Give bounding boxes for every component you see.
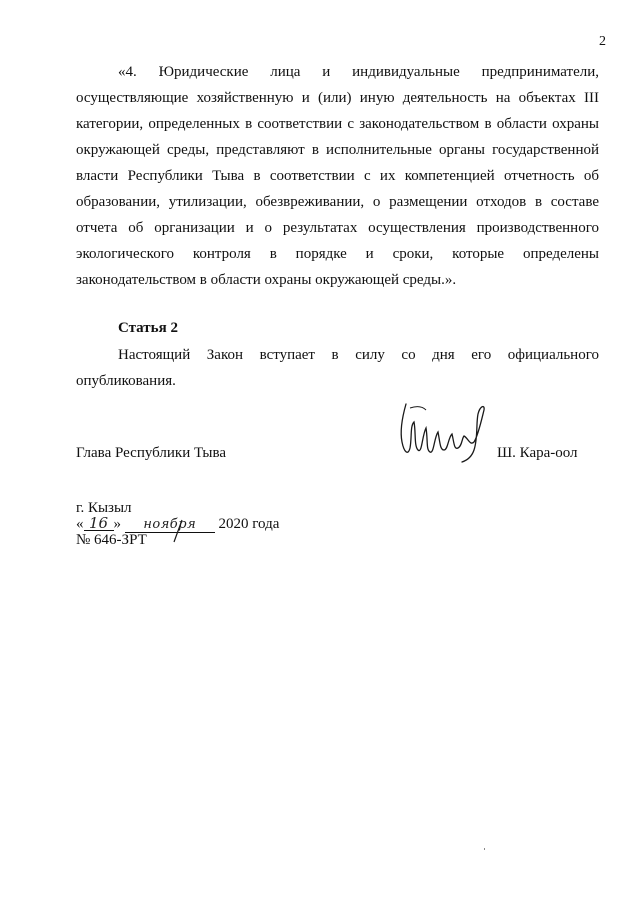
text-line: Настоящий Закон вступает в силу со дня его официального (118, 347, 599, 363)
text-line: экологического контроля в порядке и сроки, которые определены (76, 246, 599, 262)
signatory-name: Ш. Кара-оол (497, 445, 578, 461)
text-line: отчета об организации и о результатах осуществления производственного (76, 220, 599, 236)
open-quote: « (76, 516, 84, 532)
text-line: окружающей среды, представляют в исполнительные органы государственной (76, 142, 599, 158)
text-line: категории, определенных в соответствии с законодательством в области охраны (76, 116, 599, 132)
page-number: 2 (599, 34, 606, 49)
pen-stroke (170, 518, 184, 544)
close-quote: » (113, 516, 121, 532)
text-line: законодательством в области охраны окружающей среды.». (76, 272, 457, 288)
law-number: № 646-ЗРТ (76, 532, 147, 548)
text-line: осуществляющие хозяйственную и (или) иную деятельность на объектах III (76, 90, 599, 106)
scan-speck (484, 848, 485, 850)
date-day: 16 (84, 516, 114, 531)
text-line: «4. Юридические лица и индивидуальные предприниматели, (118, 64, 599, 80)
text-line: образовании, утилизации, обезвреживании, о размещении отходов в составе (76, 194, 599, 210)
text-line: опубликования. (76, 373, 176, 389)
article-2-heading: Статья 2 (118, 320, 178, 336)
text-line: власти Республики Тыва в соответствии с их компетенцией отчетность об (76, 168, 599, 184)
date-year: 2020 года (218, 516, 280, 532)
signatory-title: Глава Республики Тыва (76, 445, 227, 461)
city: г. Кызыл (76, 500, 132, 516)
date-month: ноября (125, 518, 215, 533)
handwritten-signature (392, 398, 492, 466)
